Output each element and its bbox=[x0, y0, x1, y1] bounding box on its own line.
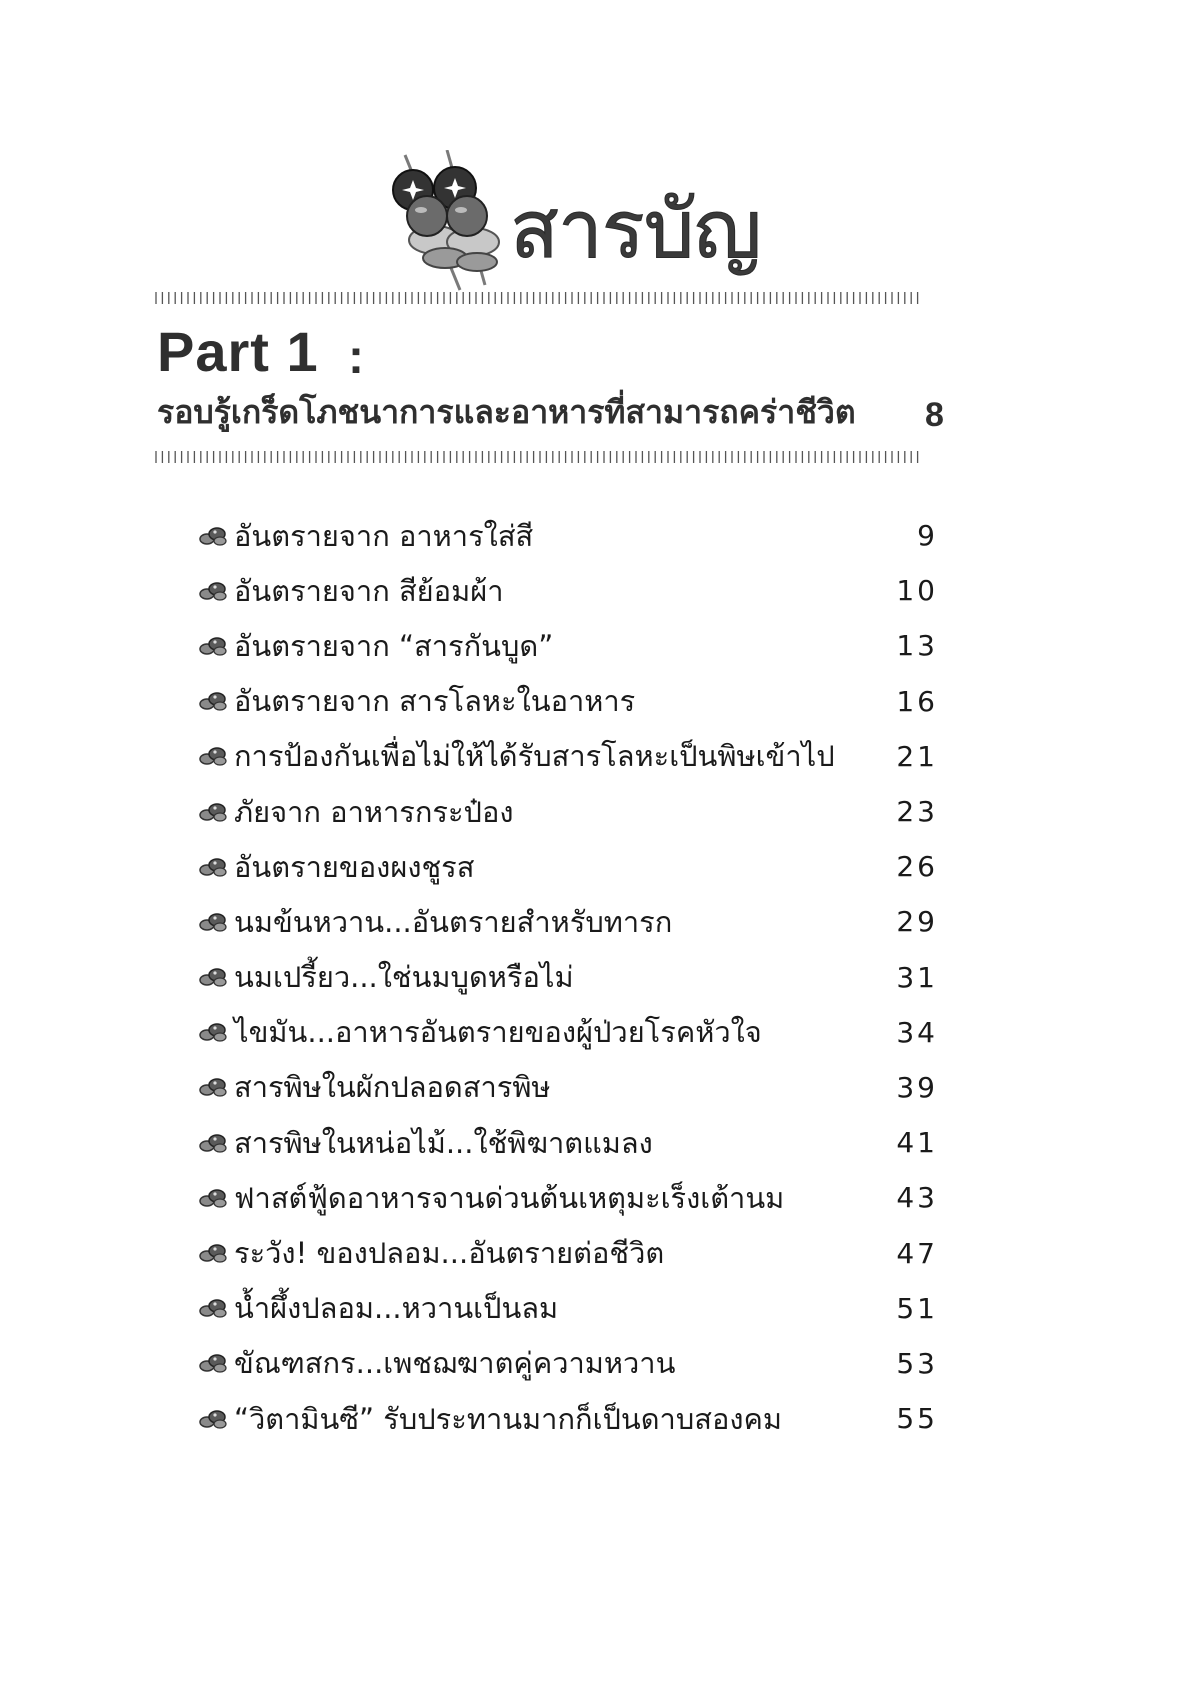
toc-item-page: 43 bbox=[896, 1181, 938, 1215]
toc-item-title: ฟาสต์ฟู้ดอาหารจานด่วนต้นเหตุมะเร็งเต้านม bbox=[234, 1180, 785, 1215]
toc-item-page: 29 bbox=[896, 905, 938, 939]
food-bullet-icon bbox=[198, 1132, 228, 1154]
toc-item[interactable] bbox=[198, 784, 948, 839]
toc-item[interactable] bbox=[198, 1005, 948, 1060]
food-bullet-icon bbox=[198, 690, 228, 712]
food-bullet-icon bbox=[198, 1076, 228, 1098]
toc-item-page: 13 bbox=[896, 629, 938, 663]
toc-item[interactable] bbox=[198, 508, 948, 563]
toc-item-page: 21 bbox=[896, 739, 938, 773]
toc-item-page: 53 bbox=[896, 1346, 938, 1380]
toc-item-title: “วิตามินซี” รับประทานมากก็เป็นดาบสองคม bbox=[234, 1401, 783, 1436]
toc-item[interactable] bbox=[198, 839, 948, 894]
part-label: Part 1 bbox=[157, 320, 319, 383]
toc-item[interactable] bbox=[198, 1281, 948, 1336]
toc-item[interactable] bbox=[198, 618, 948, 673]
toc-item-title: ระวัง! ของปลอม...อันตรายต่อชีวิต bbox=[234, 1236, 665, 1271]
tick-divider-bottom bbox=[155, 450, 923, 464]
toc-item-title: สารพิษในผักปลอดสารพิษ bbox=[234, 1070, 551, 1105]
toc-item-title: อันตรายจาก “สารกันบูด” bbox=[234, 628, 554, 663]
food-bullet-icon bbox=[198, 745, 228, 767]
food-bullet-icon bbox=[198, 1021, 228, 1043]
toc-item[interactable] bbox=[198, 729, 948, 784]
toc-item[interactable] bbox=[198, 1170, 948, 1225]
toc-item-title: อันตรายจาก อาหารใส่สี bbox=[234, 518, 534, 553]
toc-item-title: อันตรายจาก สารโลหะในอาหาร bbox=[234, 684, 636, 719]
food-bullet-icon bbox=[198, 801, 228, 823]
toc-header bbox=[385, 150, 761, 295]
page-title: สารบัญ bbox=[510, 183, 761, 276]
food-bullet-icon bbox=[198, 1187, 228, 1209]
toc-item[interactable] bbox=[198, 894, 948, 949]
toc-item-page: 10 bbox=[896, 574, 938, 608]
food-bullet-icon bbox=[198, 911, 228, 933]
skewer-meatballs-icon bbox=[385, 150, 515, 300]
toc-item-page: 41 bbox=[896, 1126, 938, 1160]
toc-item-title: สารพิษในหน่อไม้...ใช้พิฆาตแมลง bbox=[234, 1125, 653, 1160]
toc-item-page: 34 bbox=[896, 1015, 938, 1049]
toc-item-page: 16 bbox=[896, 684, 938, 718]
food-bullet-icon bbox=[198, 1297, 228, 1319]
toc-item[interactable] bbox=[198, 1336, 948, 1391]
part-colon: : bbox=[348, 331, 364, 384]
food-bullet-icon bbox=[198, 966, 228, 988]
part-page-number: 8 bbox=[925, 396, 944, 434]
toc-item-page: 9 bbox=[917, 519, 938, 553]
tick-divider-top bbox=[155, 291, 923, 305]
food-bullet-icon bbox=[198, 635, 228, 657]
toc-item[interactable] bbox=[198, 1060, 948, 1115]
food-bullet-icon bbox=[198, 1408, 228, 1430]
toc-item-page: 47 bbox=[896, 1236, 938, 1270]
toc-item-page: 26 bbox=[896, 850, 938, 884]
toc-item-title: นมเปรี้ยว...ใช่นมบูดหรือไม่ bbox=[234, 960, 574, 995]
toc-item-title: ภัยจาก อาหารกระป๋อง bbox=[234, 794, 514, 829]
food-bullet-icon bbox=[198, 580, 228, 602]
toc-item[interactable] bbox=[198, 1115, 948, 1170]
toc-item-title: นมข้นหวาน...อันตรายสำหรับทารก bbox=[234, 904, 673, 939]
toc-item-page: 39 bbox=[896, 1070, 938, 1104]
food-bullet-icon bbox=[198, 525, 228, 547]
toc-item-page: 23 bbox=[896, 795, 938, 829]
toc-item-title: การป้องกันเพื่อไม่ให้ได้รับสารโลหะเป็นพิษเข้าไป bbox=[234, 739, 835, 774]
toc-item[interactable] bbox=[198, 1391, 948, 1446]
toc-item-page: 51 bbox=[896, 1291, 938, 1325]
toc-item[interactable] bbox=[198, 950, 948, 1005]
toc-item[interactable] bbox=[198, 674, 948, 729]
toc-item-title: น้ำผึ้งปลอม...หวานเป็นลม bbox=[234, 1291, 559, 1326]
toc-list bbox=[198, 508, 948, 1446]
food-bullet-icon bbox=[198, 1242, 228, 1264]
toc-item-page: 55 bbox=[896, 1402, 938, 1436]
food-bullet-icon bbox=[198, 1352, 228, 1374]
part-subtitle: รอบรู้เกร็ดโภชนาการและอาหารที่สามารถคร่าชีวิต bbox=[157, 393, 856, 431]
toc-item-page: 31 bbox=[896, 960, 938, 994]
toc-item-title: ขัณฑสกร...เพชฌฆาตคู่ความหวาน bbox=[234, 1346, 676, 1381]
toc-item[interactable] bbox=[198, 1225, 948, 1280]
toc-item-title: อันตรายจาก สีย้อมผ้า bbox=[234, 573, 504, 608]
toc-item-title: อันตรายของผงชูรส bbox=[234, 849, 475, 884]
toc-item-title: ไขมัน...อาหารอันตรายของผู้ป่วยโรคหัวใจ bbox=[234, 1015, 762, 1050]
toc-item[interactable] bbox=[198, 563, 948, 618]
food-bullet-icon bbox=[198, 856, 228, 878]
